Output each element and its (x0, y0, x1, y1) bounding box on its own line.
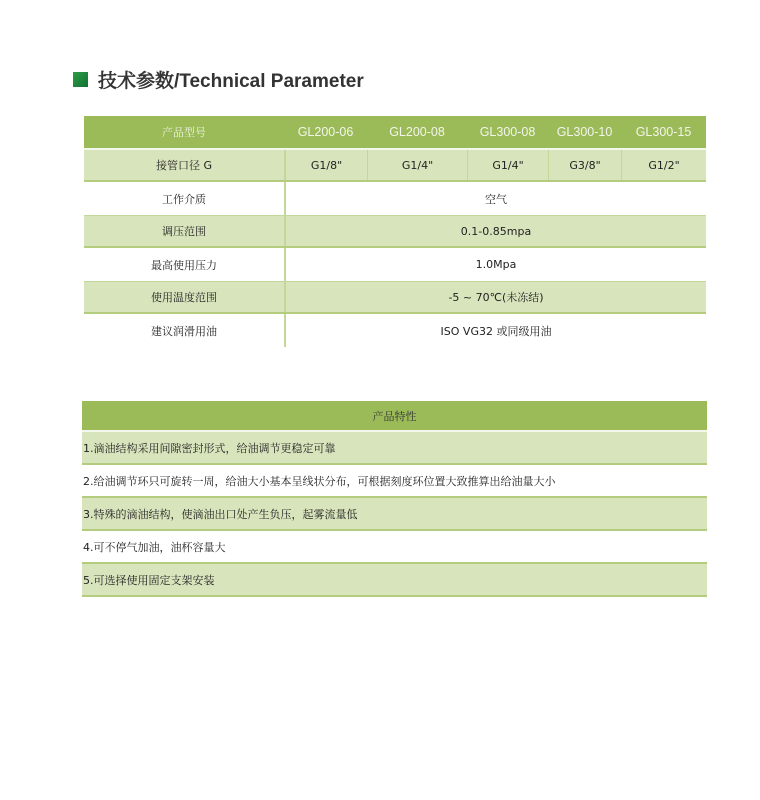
row-value: 1.0Mpa (284, 248, 706, 281)
feature-row (82, 564, 707, 597)
table-row (84, 314, 706, 347)
feature-text: 4.可不停气加油，油杯容量大 (83, 540, 226, 554)
row-label: 调压范围 (162, 225, 206, 238)
table-row (84, 182, 706, 215)
port-size-value: G1/8" (284, 150, 367, 180)
product-features-table (82, 401, 707, 597)
header-model-label: 产品型号 (162, 127, 206, 139)
green-square-icon (73, 72, 88, 87)
feature-row (82, 498, 707, 531)
feature-row (82, 531, 707, 564)
feature-row (82, 465, 707, 498)
row-value: 0.1-0.85mpa (284, 216, 706, 246)
row-label: 使用温度范围 (151, 291, 217, 304)
row-label: 最高使用压力 (151, 258, 217, 272)
header-model: GL300-08 (479, 125, 536, 139)
section-title-text: 技术参数/Technical Parameter (98, 70, 364, 92)
feature-text: 5.可选择使用固定支架安装 (83, 573, 215, 587)
header-model: GL300-10 (556, 125, 613, 139)
row-label: 建议润滑用油 (151, 324, 217, 338)
port-size-value: G3/8" (548, 150, 621, 180)
row-value: ISO VG32 或同级用油 (284, 314, 706, 347)
technical-parameter-table (84, 116, 706, 347)
feature-text: 3.特殊的滴油结构，使滴油出口处产生负压，起雾流量低 (83, 507, 358, 521)
section-title (73, 66, 364, 92)
features-header: 产品特性 (82, 401, 707, 432)
header-model: GL200-06 (297, 125, 354, 139)
table-row (84, 248, 706, 281)
table-row-port-size (84, 148, 706, 182)
port-size-value: G1/4" (367, 150, 467, 180)
port-size-value: G1/4" (467, 150, 548, 180)
feature-text: 1.滴油结构采用间隙密封形式，给油调节更稳定可靠 (83, 441, 336, 455)
table-row (84, 281, 706, 314)
row-value: -5 ~ 70℃(未冻结) (284, 282, 706, 312)
row-label: 接管口径 G (155, 159, 213, 172)
feature-row (82, 432, 707, 465)
header-model: GL300-15 (635, 125, 692, 139)
feature-text: 2.给油调节环只可旋转一周，给油大小基本呈线状分布，可根据刻度环位置大致推算出给油量大小 (83, 474, 556, 488)
row-label: 工作介质 (162, 192, 206, 206)
port-size-value: G1/2" (621, 150, 706, 180)
header-model: GL200-08 (389, 125, 445, 139)
table-row (84, 215, 706, 248)
row-value: 空气 (284, 182, 706, 215)
table-header-row (84, 116, 706, 148)
